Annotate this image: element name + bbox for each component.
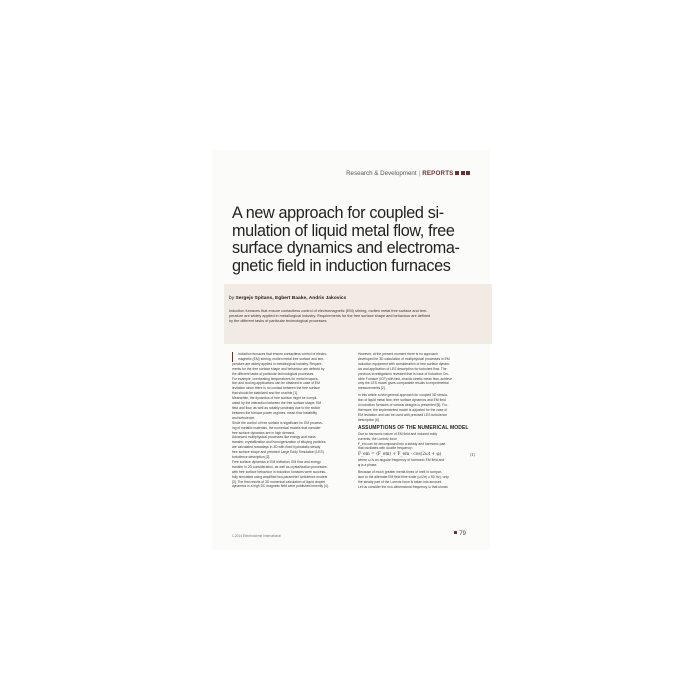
text-line: the steady part of the Lorentz force is taken into account. (358, 479, 443, 484)
text-line: field and flow, as well as notably unsteady due to the switch (232, 405, 321, 410)
byline-prefix: by (229, 296, 235, 301)
text-line: F_em can be decomposed into a steady and harmonic part (358, 441, 446, 446)
text-line: where ω is an angular frequency of harmonic EM field and (358, 458, 445, 463)
text-line: dynamics in a high DC magnetic field were published recently [4]. (232, 484, 329, 489)
text-line: tion of liquid metal flow, free surface dynamics and EM field (358, 398, 446, 403)
text-line: only the LES model gives comparable results to experimental (358, 381, 449, 386)
header-separator: | (418, 170, 421, 177)
text-line: transfer in 2D consideration, as well as crystallization processes (232, 464, 327, 469)
header-category: REPORTS (422, 170, 454, 177)
equation-number: (1) (469, 452, 475, 458)
abstract-line: Induction furnaces that ensure contactless control of electromagnetic (EM) stirring, molten metal free surface and tem- (229, 309, 428, 313)
title-line: A new approach for coupled si- (232, 204, 444, 222)
text-line: magnetic (EM) stirring, molten metal free surface and tem- (238, 356, 325, 361)
text-line: thermore, the implemented model is adjusted for the case of (358, 407, 448, 412)
text-line: that oscillates with double frequency: (358, 446, 413, 451)
text-line: However, at the present moment there is no approach (358, 352, 438, 356)
header-square-icon (455, 171, 459, 175)
footer-publication: 1-2014 Elektrowärme International (232, 534, 281, 538)
abstract-line: perature are widely applied in metallurgical industry. Requirements for the free surface shape and behaviour are defined (229, 314, 431, 319)
text-line: developed for 3D calculation of multiphysical processes in EM (358, 356, 450, 361)
text-line: Because of much greater inertia times of melt in compar- (358, 470, 443, 475)
text-line: free surface shape and precised Large Eddy Simulation (LES) (232, 450, 324, 455)
byline (229, 296, 346, 301)
text-line: For example, overheating temperatures for metal evapora- (232, 376, 319, 381)
page-number (454, 531, 466, 537)
header-square-icon (461, 171, 465, 175)
page-marker-icon (454, 531, 457, 534)
page-number-value: 79 (459, 531, 466, 537)
text-line: Free surface dynamics in EM levitation, EM flow and energy (232, 459, 321, 464)
header-square-icon (466, 171, 470, 175)
text-line: Since the control of free surface is significant for EM process- (232, 420, 323, 425)
abstract-line: by the different tasks of particular technological processes. (229, 319, 328, 324)
text-line: in induction furnaces of various designs is presented [5]. Fur- (358, 403, 449, 408)
text-line: currents, the Lorentz force (358, 436, 398, 441)
text-line: ison to the alternate EM field time scale (ω/2π) ≥ 50 Hz), only (358, 475, 449, 480)
text-line: that should be stabilized and the crucible [1]. (232, 391, 298, 396)
text-line: with free surface behaviour in induction furnaces were success- (232, 469, 327, 474)
text-line: transfer, crystallization and homogenization of alloying particles (232, 440, 326, 445)
text-line: Due to harmonic nature of EM field and induced eddy (358, 431, 437, 436)
equation-text: F_em = ⟨F_em⟩ + F̃_em · cos(2ωt + φ) (358, 452, 442, 458)
title-line: gnetic field in induction furnaces (232, 256, 451, 275)
title-line: mulation of liquid metal flow, free (232, 221, 455, 240)
text-line: the different tasks of particular technological processes. (232, 371, 315, 376)
section-heading: ASSUMPTIONS OF THE NUMERICAL MODEL (358, 424, 469, 431)
text-line: EM levitation and can be used with precised LES turbulence (358, 412, 448, 417)
text-line: [3]. The first results of 3D numerical calculation of liquid droplet (232, 479, 326, 484)
body-column-left (232, 352, 351, 489)
text-line: are calculated nowadays in 3D with fixed hydrostatic steady (232, 445, 321, 450)
text-line: between the furnace power regimes, mean flow instability (232, 410, 317, 415)
body-column-right (358, 352, 477, 490)
text-line: fully simulated using amplified two-parameter turbulence models (232, 474, 328, 479)
header-section: Research & Development (346, 170, 417, 177)
text-line: φ is a phase. (358, 463, 378, 468)
title-line: surface dynamics and electroma- (232, 239, 460, 258)
equation (358, 451, 477, 458)
page-header (346, 170, 470, 177)
text-line: induction equipment with consideration of free surface dynam- (358, 361, 451, 366)
text-line: cated by the interaction between the free surface shape, EM (232, 401, 322, 406)
authors: Sergejs Spitans, Egbert Baake, Andris Jakovics (235, 296, 347, 301)
text-line: ments for the free surface shape and behaviour are defined by (232, 366, 325, 371)
text-line: free surface dynamics are in high demand. (232, 430, 296, 435)
text-line: Meanwhile, the dynamics of free surface might be compli- (232, 396, 318, 401)
text-line: description [6]. (358, 417, 380, 422)
text-line: ics and application of LES description for turbulent flow. The (358, 366, 447, 371)
text-line: measurements [2]. (358, 386, 386, 391)
article-title (232, 205, 472, 275)
text-line: cible Furnace (ICF) with fast, chaotic kinetic mean flow, achieve (358, 376, 453, 381)
magazine-page (212, 150, 490, 550)
text-line: levitation since there is no contact between the free surface (232, 386, 320, 391)
text-line: Let us consider the non-dimensional frequency ω that shows (358, 484, 448, 489)
text-line: previous investigations revealed that in case of Induction Cru- (358, 371, 450, 376)
abstract (229, 309, 479, 325)
text-line: turbulence description [2]. (232, 455, 271, 460)
text-line: In this article a new general approach for coupled 3D simula- (358, 393, 448, 398)
text-line: Advanced multiphysical processes like energy and mass (232, 435, 316, 440)
text-line: tion and cooling applications can be obtained in case of EM (232, 381, 320, 386)
text-line: Induction furnaces that ensure contactless control of electro- (238, 352, 328, 356)
text-line: perature are widely applied in metallurgical industry. Require- (232, 361, 323, 366)
text-line: ing of metallic materials, the numerical models that consider (232, 425, 321, 430)
text-line: and turbulence. (232, 415, 256, 420)
